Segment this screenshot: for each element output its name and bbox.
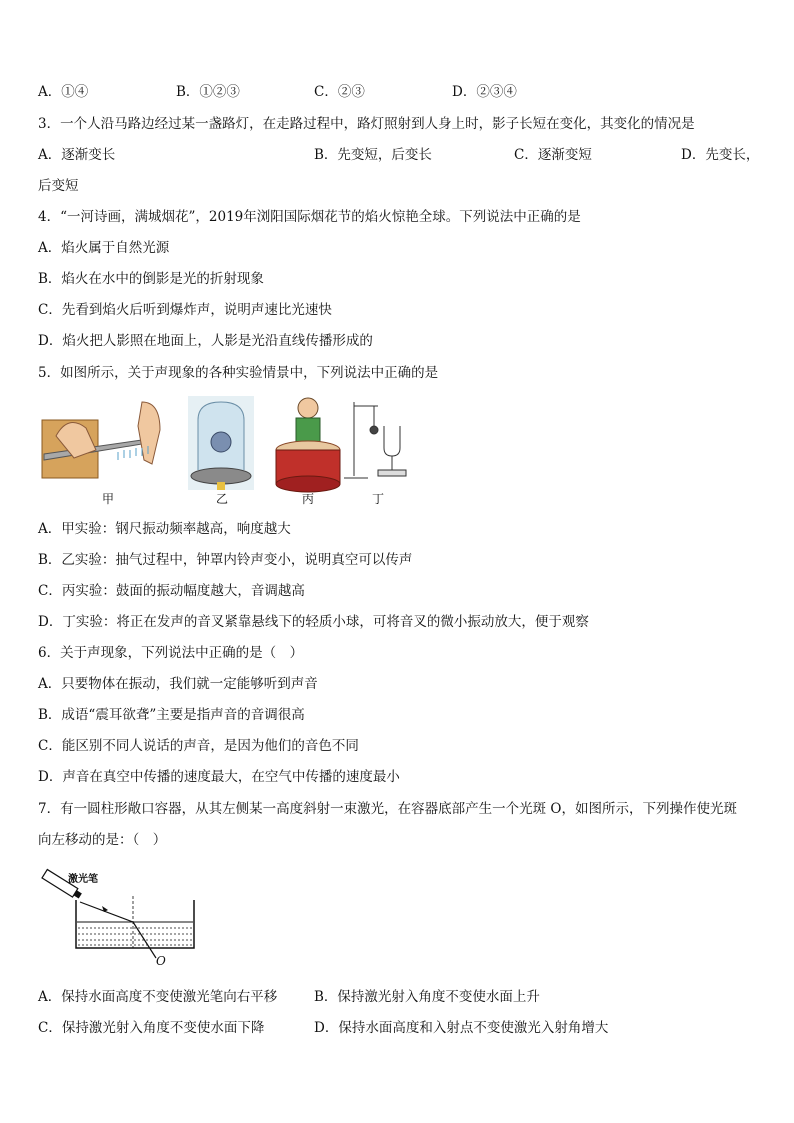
figure-label-bing: 丙 <box>301 492 314 506</box>
q2-option-a: A．①④ <box>38 84 89 100</box>
q5-option-b: B．乙实验：抽气过程中，钟罩内铃声变小，说明真空可以传声 <box>38 552 413 568</box>
q6-stem: 6．关于声现象，下列说法中正确的是（ ） <box>38 645 304 661</box>
figure-label-yi: 乙 <box>215 492 228 506</box>
q7-option-a: A．保持水面高度不变使激光笔向右平移 <box>38 989 278 1005</box>
q6-option-c: C．能区别不同人说话的声音，是因为他们的音色不同 <box>38 738 359 754</box>
q5-option-a: A．甲实验：钢尺振动频率越高，响度越大 <box>38 521 291 537</box>
q7-option-b: B．保持激光射入角度不变使水面上升 <box>314 989 540 1005</box>
q4-option-b: B．焰火在水中的倒影是光的折射现象 <box>38 271 264 287</box>
q7-option-c: C．保持激光射入角度不变使水面下降 <box>38 1020 265 1036</box>
q7-stem-line1: 7．有一圆柱形敞口容器，从其左侧某一高度斜射一束激光，在容器底部产生一个光斑 O，如图所示，下列操作使光斑 <box>38 801 737 817</box>
q5-figure <box>38 392 408 510</box>
q7-figure <box>38 866 213 976</box>
laser-pen-label: 激光笔 <box>68 874 98 885</box>
q3-option-c: C．逐渐变短 <box>514 147 592 163</box>
q2-option-c: C．②③ <box>314 84 365 100</box>
drum-experiment-image <box>276 398 340 492</box>
q3-option-b: B．先变短，后变长 <box>314 147 432 163</box>
q3-option-d: D．先变长， <box>681 147 760 163</box>
q4-option-d: D．焰火把人影照在地面上，人影是光沿直线传播形成的 <box>38 333 373 349</box>
laser-container-drawing <box>38 866 213 976</box>
q6-option-d: D．声音在真空中传播的速度最大，在空气中传播的速度最小 <box>38 769 400 785</box>
q7-option-d: D．保持水面高度和入射点不变使激光入射角增大 <box>314 1020 609 1036</box>
q3-option-d-wrap: 后变短 <box>38 178 79 194</box>
light-spot-label: O <box>156 954 166 968</box>
figure-label-jia: 甲 <box>101 492 114 506</box>
figure-label-ding: 丁 <box>371 492 384 506</box>
q4-stem: 4．“一河诗画，满城烟花”，2019年浏阳国际烟花节的焰火惊艳全球。下列说法中正确的是 <box>38 209 581 225</box>
tuning-fork-experiment-image <box>344 402 406 478</box>
q4-option-a: A．焰火属于自然光源 <box>38 240 170 256</box>
q4-option-c: C．先看到焰火后听到爆炸声，说明声速比光速快 <box>38 302 332 318</box>
q5-stem: 5．如图所示，关于声现象的各种实验情景中，下列说法中正确的是 <box>38 365 439 381</box>
q5-option-d: D．丁实验：将正在发声的音叉紧靠悬线下的轻质小球，可将音叉的微小振动放大，便于观察 <box>38 614 589 630</box>
q6-option-a: A．只要物体在振动，我们就一定能够听到声音 <box>38 676 318 692</box>
q5-option-c: C．丙实验：鼓面的振动幅度越大，音调越高 <box>38 583 305 599</box>
q6-option-b: B．成语“震耳欲聋”主要是指声音的音调很高 <box>38 707 305 723</box>
q3-stem: 3．一个人沿马路边经过某一盏路灯，在走路过程中，路灯照射到人身上时，影子长短在变化，其变化的情况是 <box>38 116 695 132</box>
bell-jar-experiment-image <box>188 396 254 490</box>
q2-option-d: D．②③④ <box>452 84 517 100</box>
q3-option-a: A．逐渐变长 <box>38 147 116 163</box>
q2-option-b: B．①②③ <box>176 84 240 100</box>
ruler-experiment-image <box>42 402 160 478</box>
q7-stem-line2: 向左移动的是：（ ） <box>38 832 167 848</box>
